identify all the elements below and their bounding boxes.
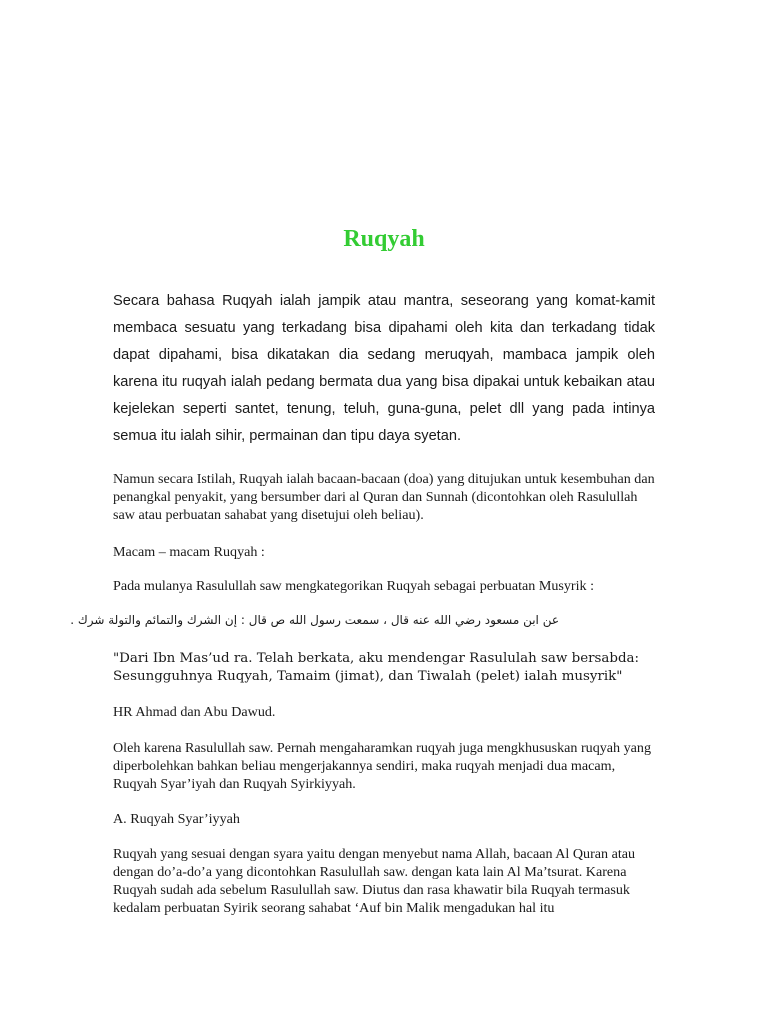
oleh-karena-paragraph: Oleh karena Rasulullah saw. Pernah mengaharamkan ruqyah juga mengkhususkan ruqyah yang diperbolehkan bahkan beliau mengerjakannya sendiri, maka ruqyah menjadi dua macam, Ruqyah Syar’iyah dan Ruqyah Syirkiyyah. bbox=[113, 740, 652, 792]
arabic-hadith: عن ابن مسعود رضي الله عنه قال ، سمعت رسول الله ص قال : إن الشرك والتمائم والتولة شرك . bbox=[70, 613, 559, 627]
hadith-translation-line-1: "Dari Ibn Mas’ud ra. Telah berkata, aku mendengar Rasululah saw bersabda: bbox=[113, 651, 640, 666]
hadith-translation-line-2: Sesungguhnya Ruqyah, Tamaim (jimat), dan Tiwalah (pelet) ialah musyrik" bbox=[113, 669, 623, 684]
macam-heading: Macam – macam Ruqyah : bbox=[113, 544, 265, 560]
page-title: Ruqyah bbox=[343, 226, 425, 252]
section-a-heading: A. Ruqyah Syar’iyyah bbox=[113, 811, 240, 827]
hadith-source: HR Ahmad dan Abu Dawud. bbox=[113, 704, 276, 720]
intro-paragraph: Secara bahasa Ruqyah ialah jampik atau mantra, seseorang yang komat-kamit membaca sesuatu yang terkadang bisa dipahami oleh kita dan terkadang tidak dapat dipahami, bisa dikatakan dia sedang meruqyah, mambaca jampik oleh karena itu ruqyah ialah pedang bermata dua yang bisa dipakai untuk kebaikan atau kejelekan seperti santet, tenung, teluh, guna-guna, pelet dll yang pada intinya semua itu ialah sihir, permainan dan tipu daya syetan. bbox=[113, 293, 655, 444]
syariyyah-paragraph: Ruqyah yang sesuai dengan syara yaitu dengan menyebut nama Allah, bacaan Al Quran atau dengan do’a-do’a yang dicontohkan Rasulullah saw. dengan kata lain Al Ma’tsurat. Karena Ruqyah sudah ada sebelum Rasulullah saw. Diutus dan rasa khawatir bila Ruqyah termasuk kedalam perbuatan Syirik seorang sahabat ‘Auf bin Malik mengadukan hal itu bbox=[113, 846, 636, 916]
pada-mulanya-paragraph: Pada mulanya Rasulullah saw mengkategorikan Ruqyah sebagai perbuatan Musyrik : bbox=[113, 578, 595, 594]
istilah-paragraph: Namun secara Istilah, Ruqyah ialah bacaan-bacaan (doa) yang ditujukan untuk kesembuhan dan penangkal penyakit, yang bersumber dari al Quran dan Sunnah (dicontohkan oleh Rasulullah saw atau perbuatan sahabat yang disetujui oleh beliau). bbox=[113, 471, 655, 523]
